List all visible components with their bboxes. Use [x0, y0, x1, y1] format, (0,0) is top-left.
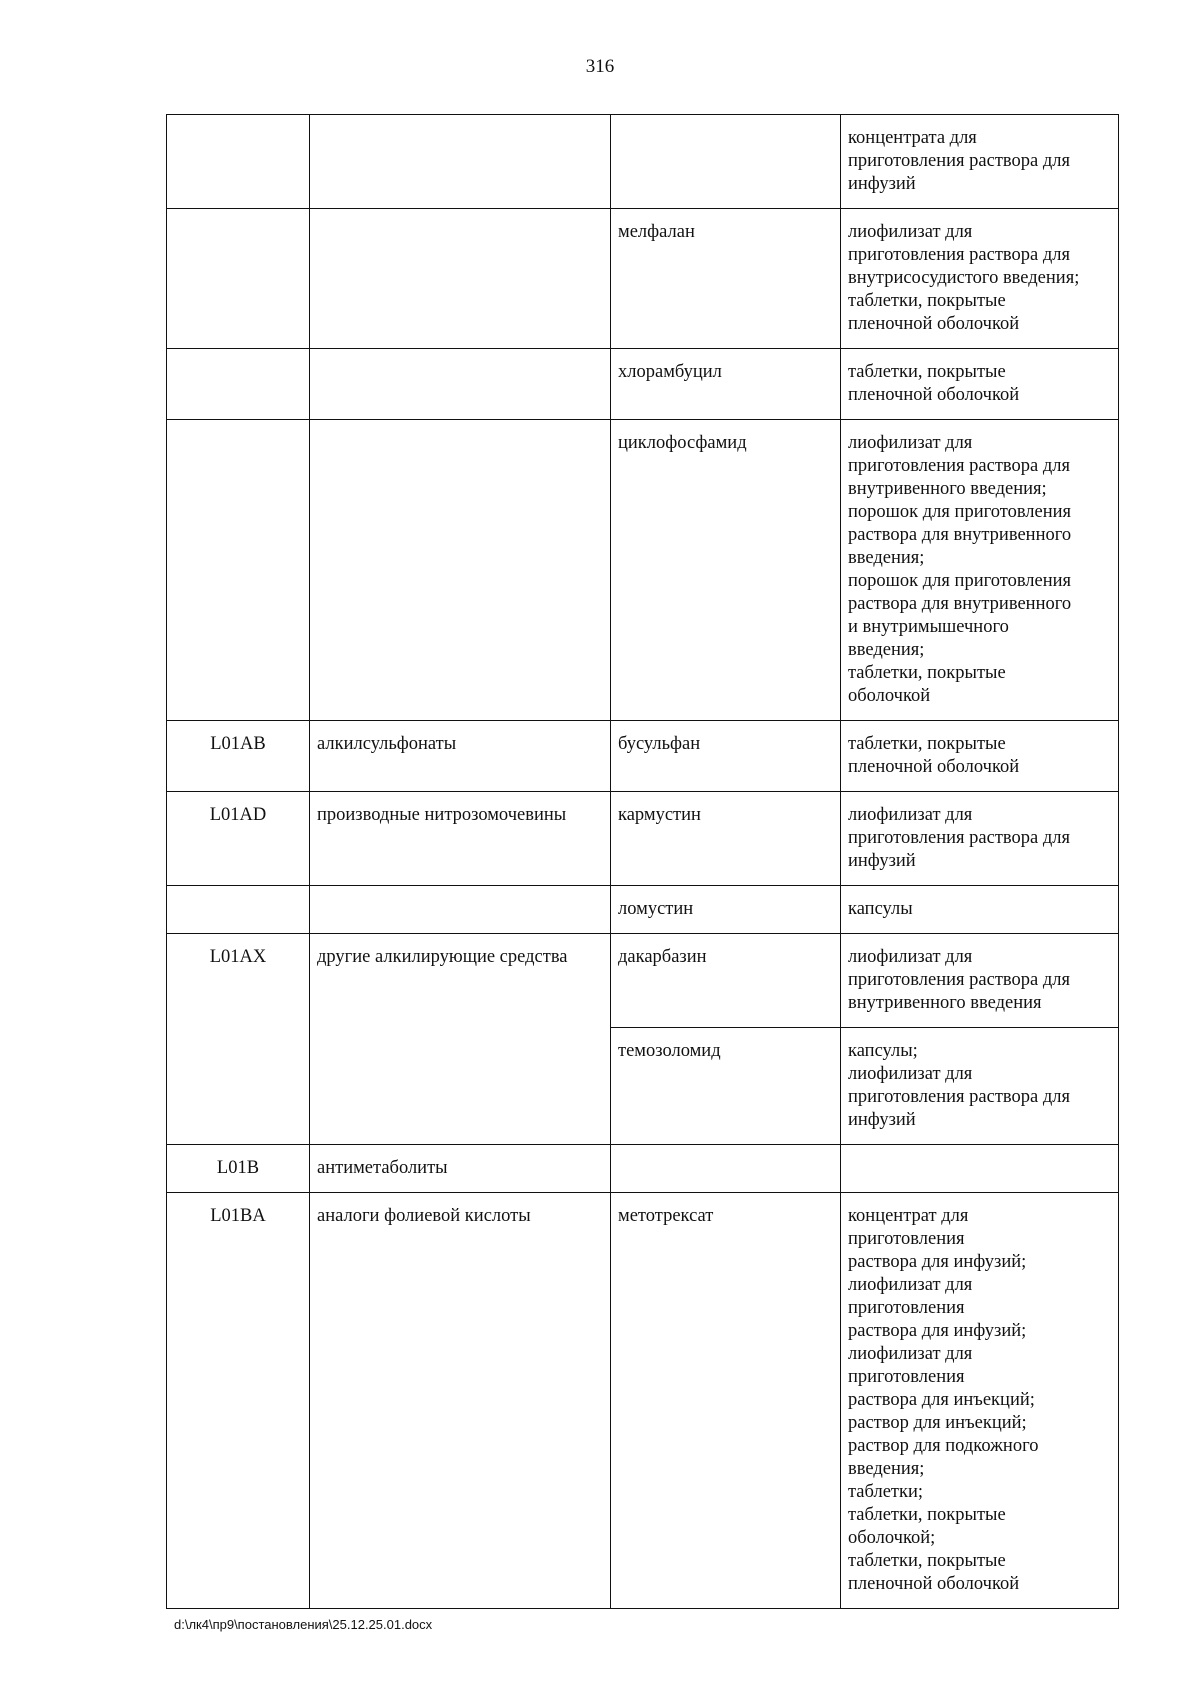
atc-code-cell [167, 115, 310, 209]
atc-code-cell: L01BA [167, 1193, 310, 1609]
dosage-form-line: концентрата для [848, 128, 977, 148]
table-row [167, 721, 1119, 792]
dosage-forms-cell [841, 1028, 1119, 1145]
drug-name-cell: метотрексат [611, 1193, 841, 1609]
table-row [167, 209, 1119, 349]
table-row [167, 792, 1119, 886]
table-row [167, 1193, 1119, 1609]
dosage-form-line: раствор для подкожного [848, 1436, 1039, 1456]
dosage-forms-cell [841, 934, 1119, 1028]
dosage-form-line: внутривенного введения; [848, 479, 1047, 499]
dosage-form-line: приготовления раствора для [848, 970, 1070, 990]
dosage-form-line: пленочной оболочкой [848, 314, 1020, 334]
pharmacological-group-cell [310, 886, 611, 934]
table-row [167, 115, 1119, 209]
atc-code-cell: L01B [167, 1145, 310, 1193]
dosage-form-line: лиофилизат для [848, 1064, 973, 1084]
drug-name-cell [611, 1145, 841, 1193]
dosage-form-line: лиофилизат для [848, 433, 973, 453]
dosage-form-line: таблетки, покрытые [848, 663, 1006, 683]
dosage-form-line: и внутримышечного [848, 617, 1009, 637]
dosage-form-line: лиофилизат для [848, 1275, 973, 1295]
atc-code-cell: L01AB [167, 721, 310, 792]
dosage-form-line: раствора для инфузий; [848, 1321, 1027, 1341]
table-row [167, 1028, 1119, 1145]
dosage-form-line: оболочкой; [848, 1528, 936, 1548]
table-row [167, 349, 1119, 420]
dosage-form-line: порошок для приготовления [848, 502, 1072, 522]
dosage-forms-cell [841, 420, 1119, 721]
pharmacological-group-cell: алкилсульфонаты [310, 721, 611, 792]
dosage-form-line: раствора для инфузий; [848, 1252, 1027, 1272]
dosage-form-line: лиофилизат для [848, 222, 973, 242]
pharmacological-group-cell [310, 420, 611, 721]
atc-code-cell: L01AX [167, 934, 310, 1028]
pharmacological-group-cell [310, 115, 611, 209]
dosage-form-line: порошок для приготовления [848, 571, 1072, 591]
dosage-form-line: пленочной оболочкой [848, 757, 1020, 777]
dosage-form-line: приготовления раствора для [848, 828, 1070, 848]
dosage-forms-cell [841, 1193, 1119, 1609]
dosage-form-line: введения; [848, 1459, 925, 1479]
dosage-form-line: пленочной оболочкой [848, 1574, 1020, 1594]
dosage-form-line: внутривенного введения [848, 993, 1042, 1013]
dosage-forms-cell [841, 1145, 1119, 1193]
drug-name-cell: ломустин [611, 886, 841, 934]
dosage-form-line: капсулы [848, 899, 913, 919]
dosage-forms-cell [841, 115, 1119, 209]
atc-code-cell [167, 420, 310, 721]
dosage-form-line: лиофилизат для [848, 1344, 973, 1364]
table-row [167, 420, 1119, 721]
atc-code-cell [167, 209, 310, 349]
pharmacological-group-cell: производные нитрозомочевины [310, 792, 611, 886]
dosage-form-line: пленочной оболочкой [848, 385, 1020, 405]
dosage-forms-cell [841, 792, 1119, 886]
pharmacological-group-cell [310, 1028, 611, 1145]
dosage-form-line: концентрат для [848, 1206, 969, 1226]
dosage-form-line: раствора для инъекций; [848, 1390, 1035, 1410]
document-path: d:\лк4\пр9\постановления\25.12.25.01.docx [174, 1617, 433, 1632]
dosage-form-line: раствора для внутривенного [848, 525, 1072, 545]
drug-name-cell: хлорамбуцил [611, 349, 841, 420]
medication-table [166, 114, 1119, 1609]
dosage-form-line: лиофилизат для [848, 947, 973, 967]
dosage-forms-cell [841, 349, 1119, 420]
dosage-form-line: инфузий [848, 1110, 916, 1130]
dosage-form-line: приготовления [848, 1367, 965, 1387]
dosage-form-line: приготовления [848, 1298, 965, 1318]
dosage-form-line: введения; [848, 640, 925, 660]
dosage-forms-cell [841, 721, 1119, 792]
dosage-forms-cell [841, 886, 1119, 934]
dosage-form-line: раствора для внутривенного [848, 594, 1072, 614]
pharmacological-group-cell [310, 349, 611, 420]
dosage-form-line: таблетки, покрытые [848, 1505, 1006, 1525]
dosage-form-line: приготовления раствора для [848, 245, 1070, 265]
pharmacological-group-cell: аналоги фолиевой кислоты [310, 1193, 611, 1609]
dosage-form-line: таблетки, покрытые [848, 1551, 1006, 1571]
dosage-form-line: таблетки, покрытые [848, 291, 1006, 311]
dosage-form-line: внутрисосудистого введения; [848, 268, 1080, 288]
pharmacological-group-cell: другие алкилирующие средства [310, 934, 611, 1028]
dosage-form-line: капсулы; [848, 1041, 918, 1061]
drug-name-cell: дакарбазин [611, 934, 841, 1028]
dosage-form-line: лиофилизат для [848, 805, 973, 825]
drug-name-cell [611, 115, 841, 209]
table-row [167, 886, 1119, 934]
page-number: 316 [585, 56, 615, 77]
drug-name-cell: кармустин [611, 792, 841, 886]
dosage-form-line: приготовления раствора для [848, 1087, 1070, 1107]
dosage-form-line: приготовления [848, 1229, 965, 1249]
dosage-form-line: таблетки; [848, 1482, 924, 1502]
drug-name-cell: мелфалан [611, 209, 841, 349]
table-row [167, 934, 1119, 1028]
dosage-form-line: таблетки, покрытые [848, 734, 1006, 754]
pharmacological-group-cell: антиметаболиты [310, 1145, 611, 1193]
atc-code-cell: L01AD [167, 792, 310, 886]
atc-code-cell [167, 886, 310, 934]
atc-code-cell [167, 1028, 310, 1145]
dosage-form-line: приготовления раствора для [848, 151, 1070, 171]
dosage-form-line: оболочкой [848, 686, 931, 706]
table-row [167, 1145, 1119, 1193]
drug-name-cell: бусульфан [611, 721, 841, 792]
dosage-form-line: инфузий [848, 851, 916, 871]
dosage-form-line: инфузий [848, 174, 916, 194]
pharmacological-group-cell [310, 209, 611, 349]
dosage-forms-cell [841, 209, 1119, 349]
drug-name-cell: циклофосфамид [611, 420, 841, 721]
dosage-form-line: приготовления раствора для [848, 456, 1070, 476]
dosage-form-line: таблетки, покрытые [848, 362, 1006, 382]
atc-code-cell [167, 349, 310, 420]
drug-name-cell: темозоломид [611, 1028, 841, 1145]
dosage-form-line: введения; [848, 548, 925, 568]
dosage-form-line: раствор для инъекций; [848, 1413, 1027, 1433]
